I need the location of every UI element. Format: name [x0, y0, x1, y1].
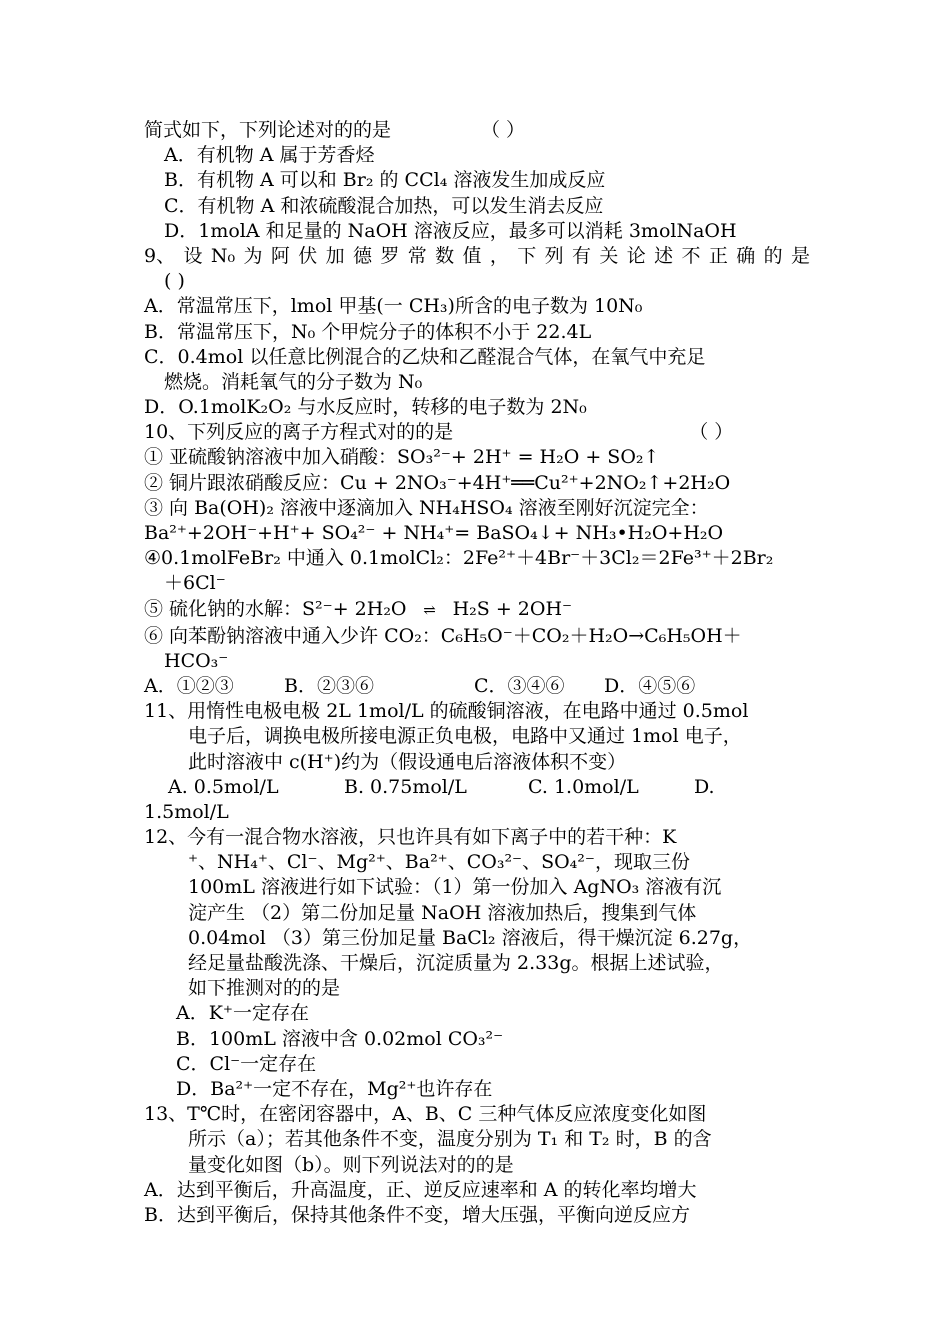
q11-option-c: C. 1.0mol/L	[528, 775, 639, 798]
q9-stem-token: 列	[544, 244, 564, 267]
equilibrium-arrow-icon: ⇌	[423, 600, 436, 619]
q8-stem-line	[144, 118, 810, 143]
q11-option-a: A. 0.5mol/L	[168, 775, 279, 798]
q11-stem-line2: 电子后，调换电极所接电源正负电极，电路中又通过 1mol 电子，	[188, 725, 742, 748]
q12-stem-line7: 如下推测对的的是	[188, 977, 341, 1000]
q12-stem-line5: 0.04mol （3）第三份加足量 BaCl₂ 溶液后，得干燥沉淀 6.27g，	[188, 926, 753, 949]
document-page	[144, 118, 810, 1228]
q9-stem-token: 德	[352, 244, 372, 267]
q8-option-b: B．有机物 A 可以和 Br₂ 的 CCl₄ 溶液发生加成反应	[164, 169, 606, 192]
q12-stem-line3: 100mL 溶液进行如下试验：（1）第一份加入 AgNO₃ 溶液有沉	[188, 876, 722, 899]
q11-stem-line3: 此时溶液中 c(H⁺)约为（假设通电后溶液体积不变）	[188, 750, 627, 773]
q8-option-a: A．有机物 A 属于芳香烃	[164, 144, 375, 167]
q9-stem-token: 设	[183, 244, 203, 267]
q9-stem-token: 为	[243, 244, 263, 267]
q12-stem-line2: ⁺、NH₄⁺、Cl⁻、Mg²⁺、Ba²⁺、CO₃²⁻、SO₄²⁻，现取三份	[188, 851, 690, 874]
q10-reaction-6-line2: HCO₃⁻	[164, 649, 229, 672]
q10-reaction-6-line1: ⑥ 向苯酚钠溶液中通入少许 CO₂：C₆H₅O⁻＋CO₂＋H₂O→C₆H₅OH＋	[144, 624, 742, 647]
q10-option-d: D．④⑤⑥	[604, 674, 696, 697]
q9-stem-token: 述	[654, 244, 674, 267]
q13-option-b: B．达到平衡后，保持其他条件不变，增大压强，平衡向逆反应方	[144, 1203, 690, 1226]
q9-stem	[144, 244, 810, 269]
q10-reaction-5	[144, 597, 810, 624]
q12-option-a: A．K⁺一定存在	[176, 1002, 309, 1025]
q9-stem-token: 不	[681, 244, 701, 267]
q10-option-c: C．③④⑥	[474, 674, 565, 697]
q9-option-b: B．常温常压下，N₀ 个甲烷分子的体积不小于 22.4L	[144, 320, 592, 343]
q10-reaction-2: ② 铜片跟浓硝酸反应：Cu + 2NO₃⁻+4H⁺══Cu²⁺+2NO₂↑+2H₂O	[144, 471, 731, 494]
q8-answer-paren: （ ）	[481, 119, 526, 141]
q8-option-c: C．有机物 A 和浓硫酸混合加热，可以发生消去反应	[164, 194, 604, 217]
q11-option-d-value: 1.5mol/L	[144, 800, 229, 823]
q10-stem-line	[144, 420, 810, 445]
q8-option-d: D．1molA 和足量的 NaOH 溶液反应，最多可以消耗 3molNaOH	[164, 219, 737, 242]
q13-option-a: A．达到平衡后，升高温度，正、逆反应速率和 A 的转化率均增大	[144, 1178, 697, 1201]
q9-option-c-line2: 燃烧。消耗氧气的分子数为 N₀	[164, 370, 423, 393]
q9-option-a: A．常温常压下，lmol 甲基(一 CH₃)所含的电子数为 10N₀	[144, 295, 643, 318]
q9-stem-token: 正	[708, 244, 728, 267]
q11-options	[144, 775, 810, 800]
q11-option-d: D.	[694, 775, 715, 798]
q9-stem-token: 的	[763, 244, 783, 267]
q9-stem-token: 值	[462, 244, 482, 267]
q10-reaction-3-line1: ③ 向 Ba(OH)₂ 溶液中逐滴加入 NH₄HSO₄ 溶液至刚好沉淀完全：	[144, 496, 709, 519]
q9-stem-token: 阿	[270, 244, 290, 267]
q8-stem: 简式如下，下列论述对的的是	[144, 119, 392, 141]
q10-reaction-1: ① 亚硫酸钠溶液中加入硝酸：SO₃²⁻+ 2H⁺ = H₂O + SO₂↑	[144, 446, 660, 469]
q9-stem-token: 9、	[144, 244, 176, 267]
q9-stem-token: 下	[517, 244, 537, 267]
q9-option-d: D．O.1molK₂O₂ 与水反应时，转移的电子数为 2N₀	[144, 396, 587, 419]
q9-stem-token: ，	[489, 244, 509, 267]
q10-reaction-4-line2: ＋6Cl⁻	[164, 572, 226, 595]
q10-reaction-3-line2: Ba²⁺+2OH⁻+H⁺+ SO₄²⁻ + NH₄⁺= BaSO₄↓+ NH₃•H₂O+H₂O	[144, 522, 724, 544]
q10-options	[144, 674, 810, 699]
q10-reaction-5-right: H₂S + 2OH⁻	[452, 597, 573, 620]
q9-stem-token: 论	[626, 244, 646, 267]
q10-option-a: A．①②③	[144, 674, 234, 697]
q10-reaction-5-left: ⑤ 硫化钠的水解：S²⁻+ 2H₂O	[144, 597, 407, 620]
q9-stem-token: 有	[571, 244, 591, 267]
q9-stem-token: 关	[599, 244, 619, 267]
q12-stem-line4: 淀产生 （2）第二份加足量 NaOH 溶液加热后，搜集到气体	[188, 901, 697, 924]
q12-option-d: D．Ba²⁺一定不存在，Mg²⁺也许存在	[176, 1077, 493, 1100]
q11-option-b: B. 0.75mol/L	[344, 775, 467, 798]
q9-option-c-line1: C．0.4mol 以任意比例混合的乙炔和乙醛混合气体，在氧气中充足	[144, 345, 706, 368]
q12-option-b: B．100mL 溶液中含 0.02mol CO₃²⁻	[176, 1027, 504, 1050]
q13-stem-line2: 所示（a）；若其他条件不变，温度分别为 T₁ 和 T₂ 时，B 的含	[188, 1128, 712, 1151]
q9-stem-token: 是	[790, 244, 810, 267]
q13-stem-line3: 量变化如图（b）。则下列说法对的的是	[188, 1153, 514, 1176]
q9-stem-token: N₀	[210, 244, 236, 267]
q9-stem-token: 常	[407, 244, 427, 267]
q10-reaction-4-line1: ④0.1molFeBr₂ 中通入 0.1molCl₂：2Fe²⁺＋4Br⁻＋3Cl₂＝2Fe³⁺＋2Br₂	[144, 547, 774, 570]
q9-stem-token: 伏	[298, 244, 318, 267]
q9-stem-token: 数	[435, 244, 455, 267]
q12-stem-line1: 12、今有一混合物水溶液，只也许具有如下离子中的若干种：K	[144, 826, 677, 849]
q10-stem: 10、下列反应的离子方程式对的的是	[144, 421, 454, 444]
q11-stem-line1: 11、用惰性电极电极 2L 1mol/L 的硫酸铜溶液，在电路中通过 0.5mol	[144, 700, 749, 723]
q9-stem-token: 罗	[380, 244, 400, 267]
q9-stem-token: 确	[736, 244, 756, 267]
q12-stem-line6: 经足量盐酸洗涤、干燥后，沉淀质量为 2.33g。根据上述试验，	[188, 952, 724, 974]
q10-option-b: B．②③⑥	[284, 674, 374, 697]
q13-stem-line1: 13、T℃时，在密闭容器中，A、B、C 三种气体反应浓度变化如图	[144, 1103, 707, 1126]
q9-stem-token: 加	[325, 244, 345, 267]
q9-answer-paren: ( )	[164, 270, 185, 293]
q10-answer-paren: （ ）	[689, 421, 734, 444]
q12-option-c: C．Cl⁻一定存在	[176, 1052, 317, 1075]
